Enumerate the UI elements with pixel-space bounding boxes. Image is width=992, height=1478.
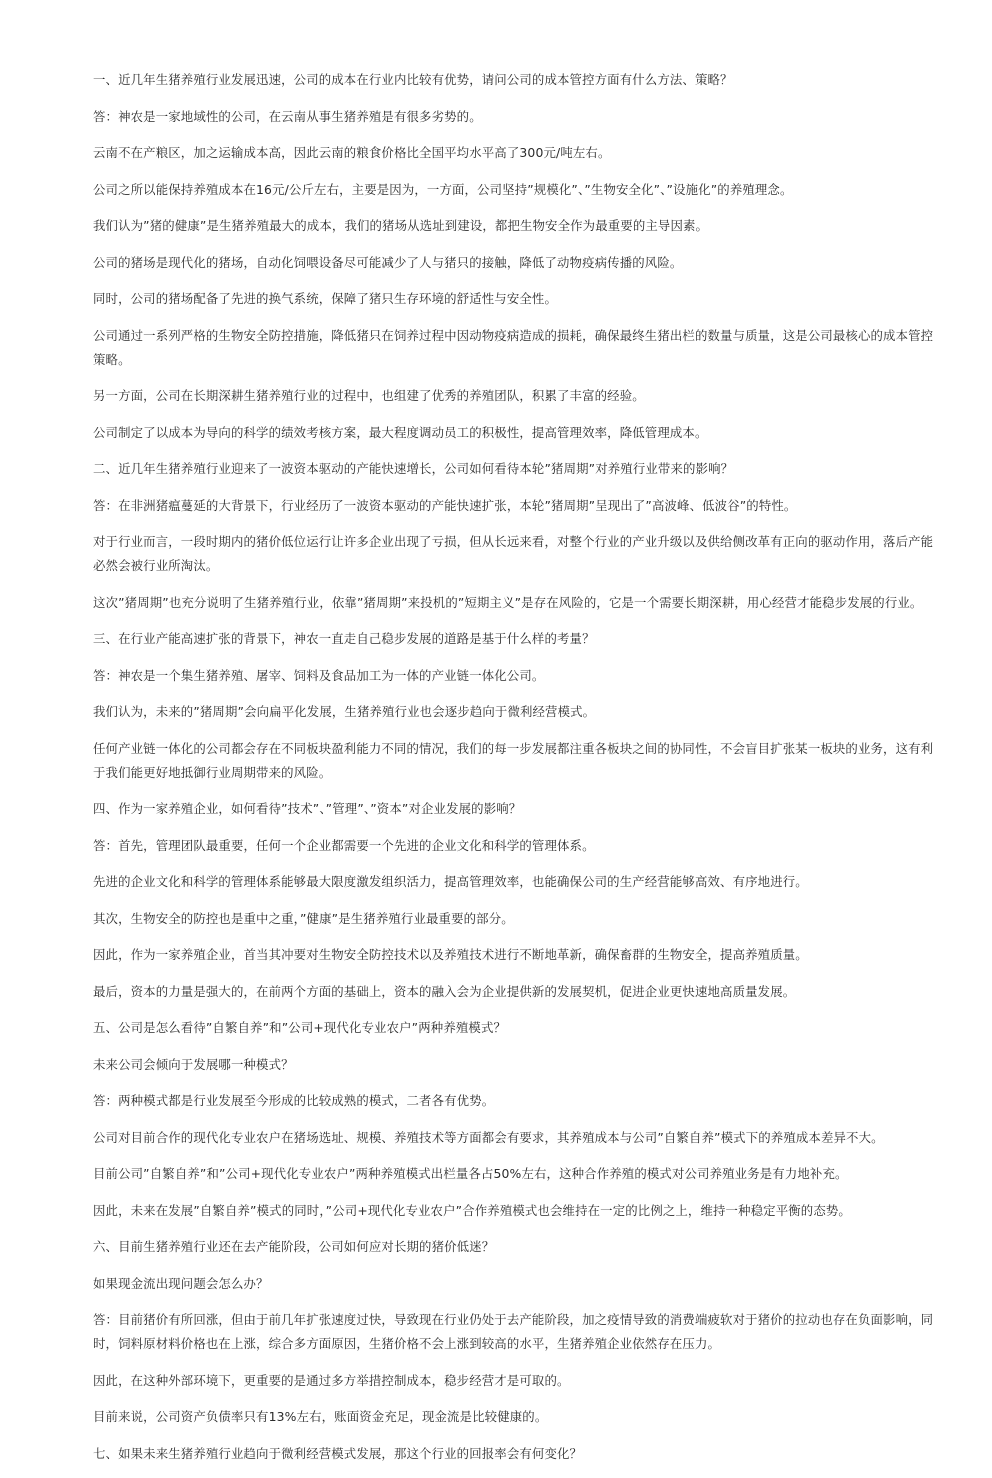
answer-paragraph: 目前公司”自繁自养”和”公司+现代化专业农户”两种养殖模式出栏量各占50%左右，这种合作养殖的模式对公司养殖业务是有力地补充。 [93, 1166, 848, 1181]
answer-paragraph: 答：神农是一家地域性的公司，在云南从事生猪养殖是有很多劣势的。 [93, 108, 482, 124]
answer-paragraph: 先进的企业文化和科学的管理体系能够最大限度激发组织活力，提高管理效率，也能确保公司的生产经营能够高效、有序地进行。 [93, 874, 808, 889]
question-heading-4: 四、作为一家养殖企业，如何看待”技术”、”管理”、”资本”对企业发展的影响？ [93, 801, 522, 816]
answer-paragraph: 公司通过一系列严格的生物安全防控措施，降低猪只在饲养过程中因动物疫病造成的损耗，确保最终生猪出栏的数量与质量，这是公司最核心的成本管控策略。 [93, 327, 934, 367]
answer-paragraph: 公司制定了以成本为导向的科学的绩效考核方案，最大程度调动员工的积极性，提高管理效率，降低管理成本。 [93, 424, 708, 440]
question-heading-5-sub: 未来公司会倾向于发展哪一种模式？ [93, 1056, 294, 1072]
answer-paragraph: 我们认为，未来的”猪周期”会向扁平化发展，生猪养殖行业也会逐步趋向于微利经营模式。 [93, 704, 596, 719]
answer-paragraph: 答：首先，管理团队最重要，任何一个企业都需要一个先进的企业文化和科学的管理体系。 [93, 837, 595, 853]
answer-paragraph: 答：目前猪价有所回涨，但由于前几年扩张速度过快，导致现在行业仍处于去产能阶段，加之疫情导致的消费端疲软对于猪价的拉动也存在负面影响，同时，饲料原材料价格也在上涨，综合多方面原因，生猪价格不会上涨到较高的水平，生猪养殖企业依然存在压力。 [93, 1312, 934, 1351]
answer-paragraph: 对于行业而言，一段时期内的猪价低位运行让许多企业出现了亏损，但从长远来看，对整个行业的产业升级以及供给侧改革有正向的驱动作用，落后产能必然会被行业所淘汰。 [93, 534, 934, 573]
answer-paragraph: 答：两种模式都是行业发展至今形成的比较成熟的模式，二者各有优势。 [93, 1093, 495, 1108]
document-body [93, 68, 945, 1478]
question-heading-6-sub: 如果现金流出现问题会怎么办？ [93, 1275, 269, 1291]
answer-paragraph: 任何产业链一体化的公司都会存在不同板块盈利能力不同的情况，我们的每一步发展都注重各板块之间的协同性，不会盲目扩张某一板块的业务，这有利于我们能更好地抵御行业周期带来的风险。 [93, 740, 934, 780]
answer-paragraph: 这次”猪周期”也充分说明了生猪养殖行业，依靠”猪周期”来投机的”短期主义”是存在风险的，它是一个需要长期深耕，用心经营才能稳步发展的行业。 [93, 594, 923, 610]
question-heading-5: 五、公司是怎么看待”自繁自养”和”公司+现代化专业农户”两种养殖模式？ [93, 1020, 507, 1035]
answer-paragraph: 同时，公司的猪场配备了先进的换气系统，保障了猪只生存环境的舒适性与安全性。 [93, 291, 558, 306]
answer-paragraph: 我们认为”猪的健康”是生猪养殖最大的成本，我们的猪场从选址到建设，都把生物安全作为最重要的主导因素。 [93, 218, 709, 233]
question-heading-7: 七、如果未来生猪养殖行业趋向于微利经营模式发展，那这个行业的回报率会有何变化？ [93, 1445, 583, 1461]
question-heading-6: 六、目前生猪养殖行业还在去产能阶段，公司如何应对长期的猪价低迷？ [93, 1239, 495, 1254]
answer-paragraph: 另一方面，公司在长期深耕生猪养殖行业的过程中，也组建了优秀的养殖团队，积累了丰富的经验。 [93, 388, 645, 403]
answer-paragraph: 目前来说，公司资产负债率只有13%左右，账面资金充足，现金流是比较健康的。 [93, 1409, 548, 1424]
answer-paragraph: 其次，生物安全的防控也是重中之重，”健康”是生猪养殖行业最重要的部分。 [93, 910, 514, 926]
answer-paragraph: 公司对目前合作的现代化专业农户在猪场选址、规模、养殖技术等方面都会有要求，其养殖成本与公司”自繁自养”模式下的养殖成本差异不大。 [93, 1129, 884, 1145]
answer-paragraph: 答：在非洲猪瘟蔓延的大背景下，行业经历了一波资本驱动的产能快速扩张，本轮”猪周期”呈现出了”高波峰、低波谷”的特性。 [93, 497, 797, 513]
answer-paragraph: 最后，资本的力量是强大的，在前两个方面的基础上，资本的融入会为企业提供新的发展契机，促进企业更快速地高质量发展。 [93, 983, 796, 999]
answer-paragraph: 公司之所以能保持养殖成本在16元/公斤左右，主要是因为，一方面，公司坚持”规模化”、”生物安全化”、”设施化”的养殖理念。 [93, 181, 793, 197]
question-heading-2: 二、近几年生猪养殖行业迎来了一波资本驱动的产能快速增长，公司如何看待本轮”猪周期”对养殖行业带来的影响？ [93, 461, 734, 476]
question-heading-1: 一、近几年生猪养殖行业发展迅速，公司的成本在行业内比较有优势，请问公司的成本管控方面有什么方法、策略？ [93, 72, 733, 87]
answer-paragraph: 云南不在产粮区，加之运输成本高，因此云南的粮食价格比全国平均水平高了300元/吨左右。 [93, 145, 611, 160]
answer-paragraph: 答：神农是一个集生猪养殖、屠宰、饲料及食品加工为一体的产业链一体化公司。 [93, 667, 545, 683]
answer-paragraph: 因此，未来在发展”自繁自养”模式的同时，”公司+现代化专业农户”合作养殖模式也会维持在一定的比例之上，维持一种稳定平衡的态势。 [93, 1202, 851, 1218]
answer-paragraph: 因此，作为一家养殖企业，首当其冲要对生物安全防控技术以及养殖技术进行不断地革新，确保畜群的生物安全，提高养殖质量。 [93, 947, 808, 962]
question-heading-3: 三、在行业产能高速扩张的背景下，神农一直走自己稳步发展的道路是基于什么样的考量？ [93, 631, 595, 646]
answer-paragraph: 因此，在这种外部环境下，更重要的是通过多方举措控制成本，稳步经营才是可取的。 [93, 1372, 570, 1388]
answer-paragraph: 公司的猪场是现代化的猪场，自动化饲喂设备尽可能减少了人与猪只的接触，降低了动物疫病传播的风险。 [93, 254, 683, 270]
